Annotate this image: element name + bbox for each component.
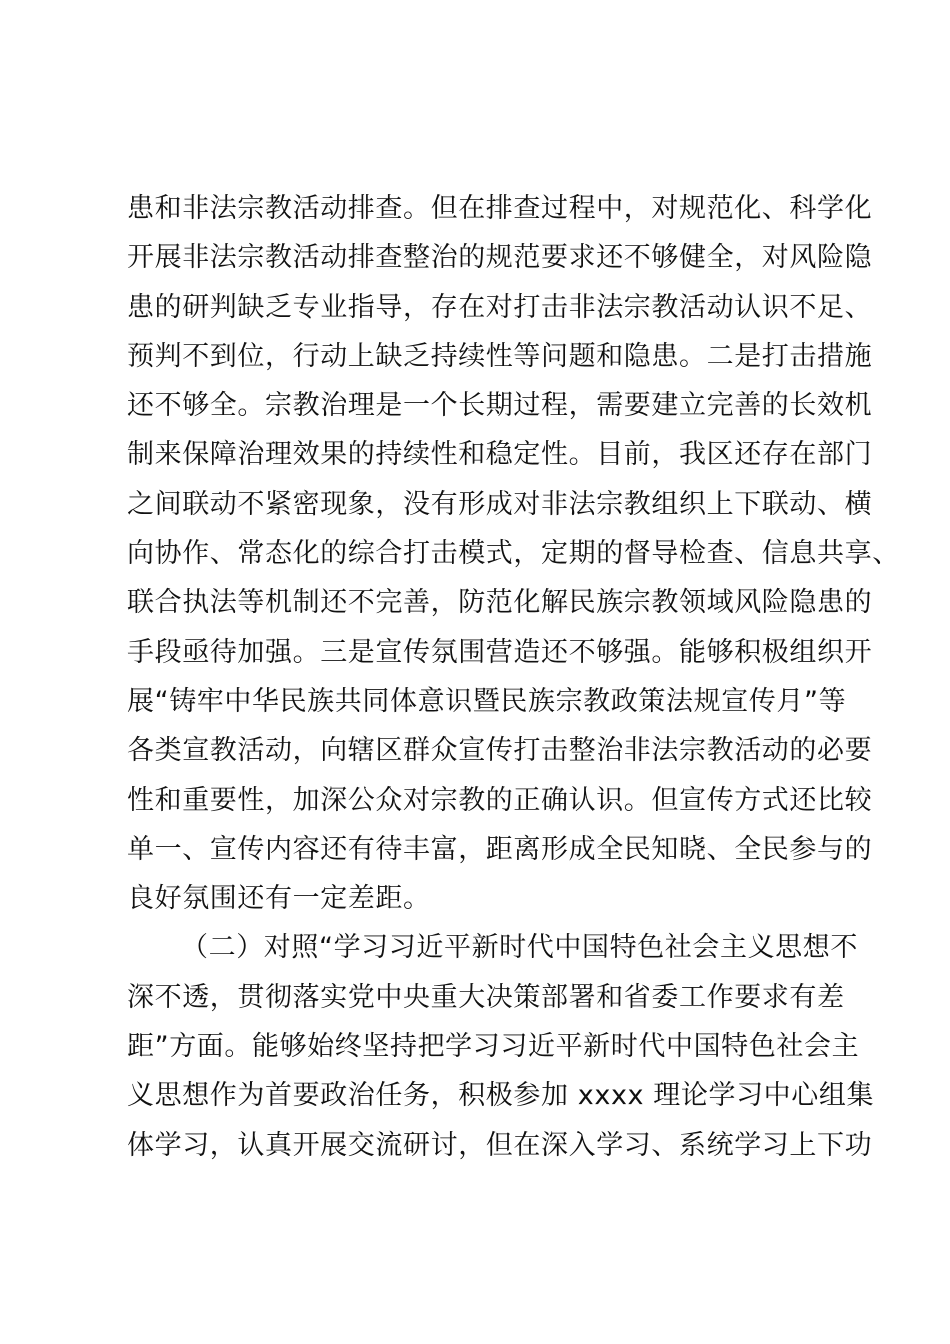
text-line: 单一、宣传内容还有待丰富，距离形成全民知晓、全民参与的 — [127, 833, 873, 865]
text-line: 深不透，贯彻落实党中央重大决策部署和省委工作要求有差 — [127, 981, 845, 1013]
text-line: 患的研判缺乏专业指导，存在对打击非法宗教活动认识不足、 — [127, 291, 873, 323]
text-line: 良好氛围还有一定差距。 — [127, 883, 431, 915]
text-line: 之间联动不紧密现象，没有形成对非法宗教组织上下联动、横 — [127, 488, 873, 520]
body-text — [127, 184, 900, 1170]
text-line: 各类宣教活动，向辖区群众宣传打击整治非法宗教活动的必要 — [127, 735, 873, 767]
text-line: 手段亟待加强。三是宣传氛围营造还不够强。能够积极组织开 — [127, 636, 873, 668]
section-heading-line: （二）对照“学习习近平新时代中国特色社会主义思想不 — [181, 932, 858, 964]
text-line: 制来保障治理效果的持续性和稳定性。目前，我区还存在部门 — [127, 439, 873, 471]
text-line: 还不够全。宗教治理是一个长期过程，需要建立完善的长效机 — [127, 390, 873, 422]
text-line: 开展非法宗教活动排查整治的规范要求还不够健全，对风险隐 — [127, 242, 873, 274]
text-line: 性和重要性，加深公众对宗教的正确认识。但宣传方式还比较 — [127, 784, 873, 816]
text-line: 义思想作为首要政治任务，积极参加 xxxx 理论学习中心组集 — [127, 1080, 875, 1112]
text-line: 展“铸牢中华民族共同体意识暨民族宗教政策法规宣传月”等 — [127, 685, 847, 717]
text-line: 患和非法宗教活动排查。但在排查过程中，对规范化、科学化 — [127, 193, 873, 224]
text-line: 向协作、常态化的综合打击模式，定期的督导检查、信息共享、 — [127, 538, 900, 570]
text-line: 距”方面。能够始终坚持把学习习近平新时代中国特色社会主 — [127, 1031, 860, 1063]
text-line: 体学习，认真开展交流研讨，但在深入学习、系统学习上下功 — [127, 1129, 873, 1161]
text-line: 联合执法等机制还不完善，防范化解民族宗教领域风险隐患的 — [127, 587, 873, 619]
text-line: 预判不到位，行动上缺乏持续性等问题和隐患。二是打击措施 — [127, 340, 873, 372]
